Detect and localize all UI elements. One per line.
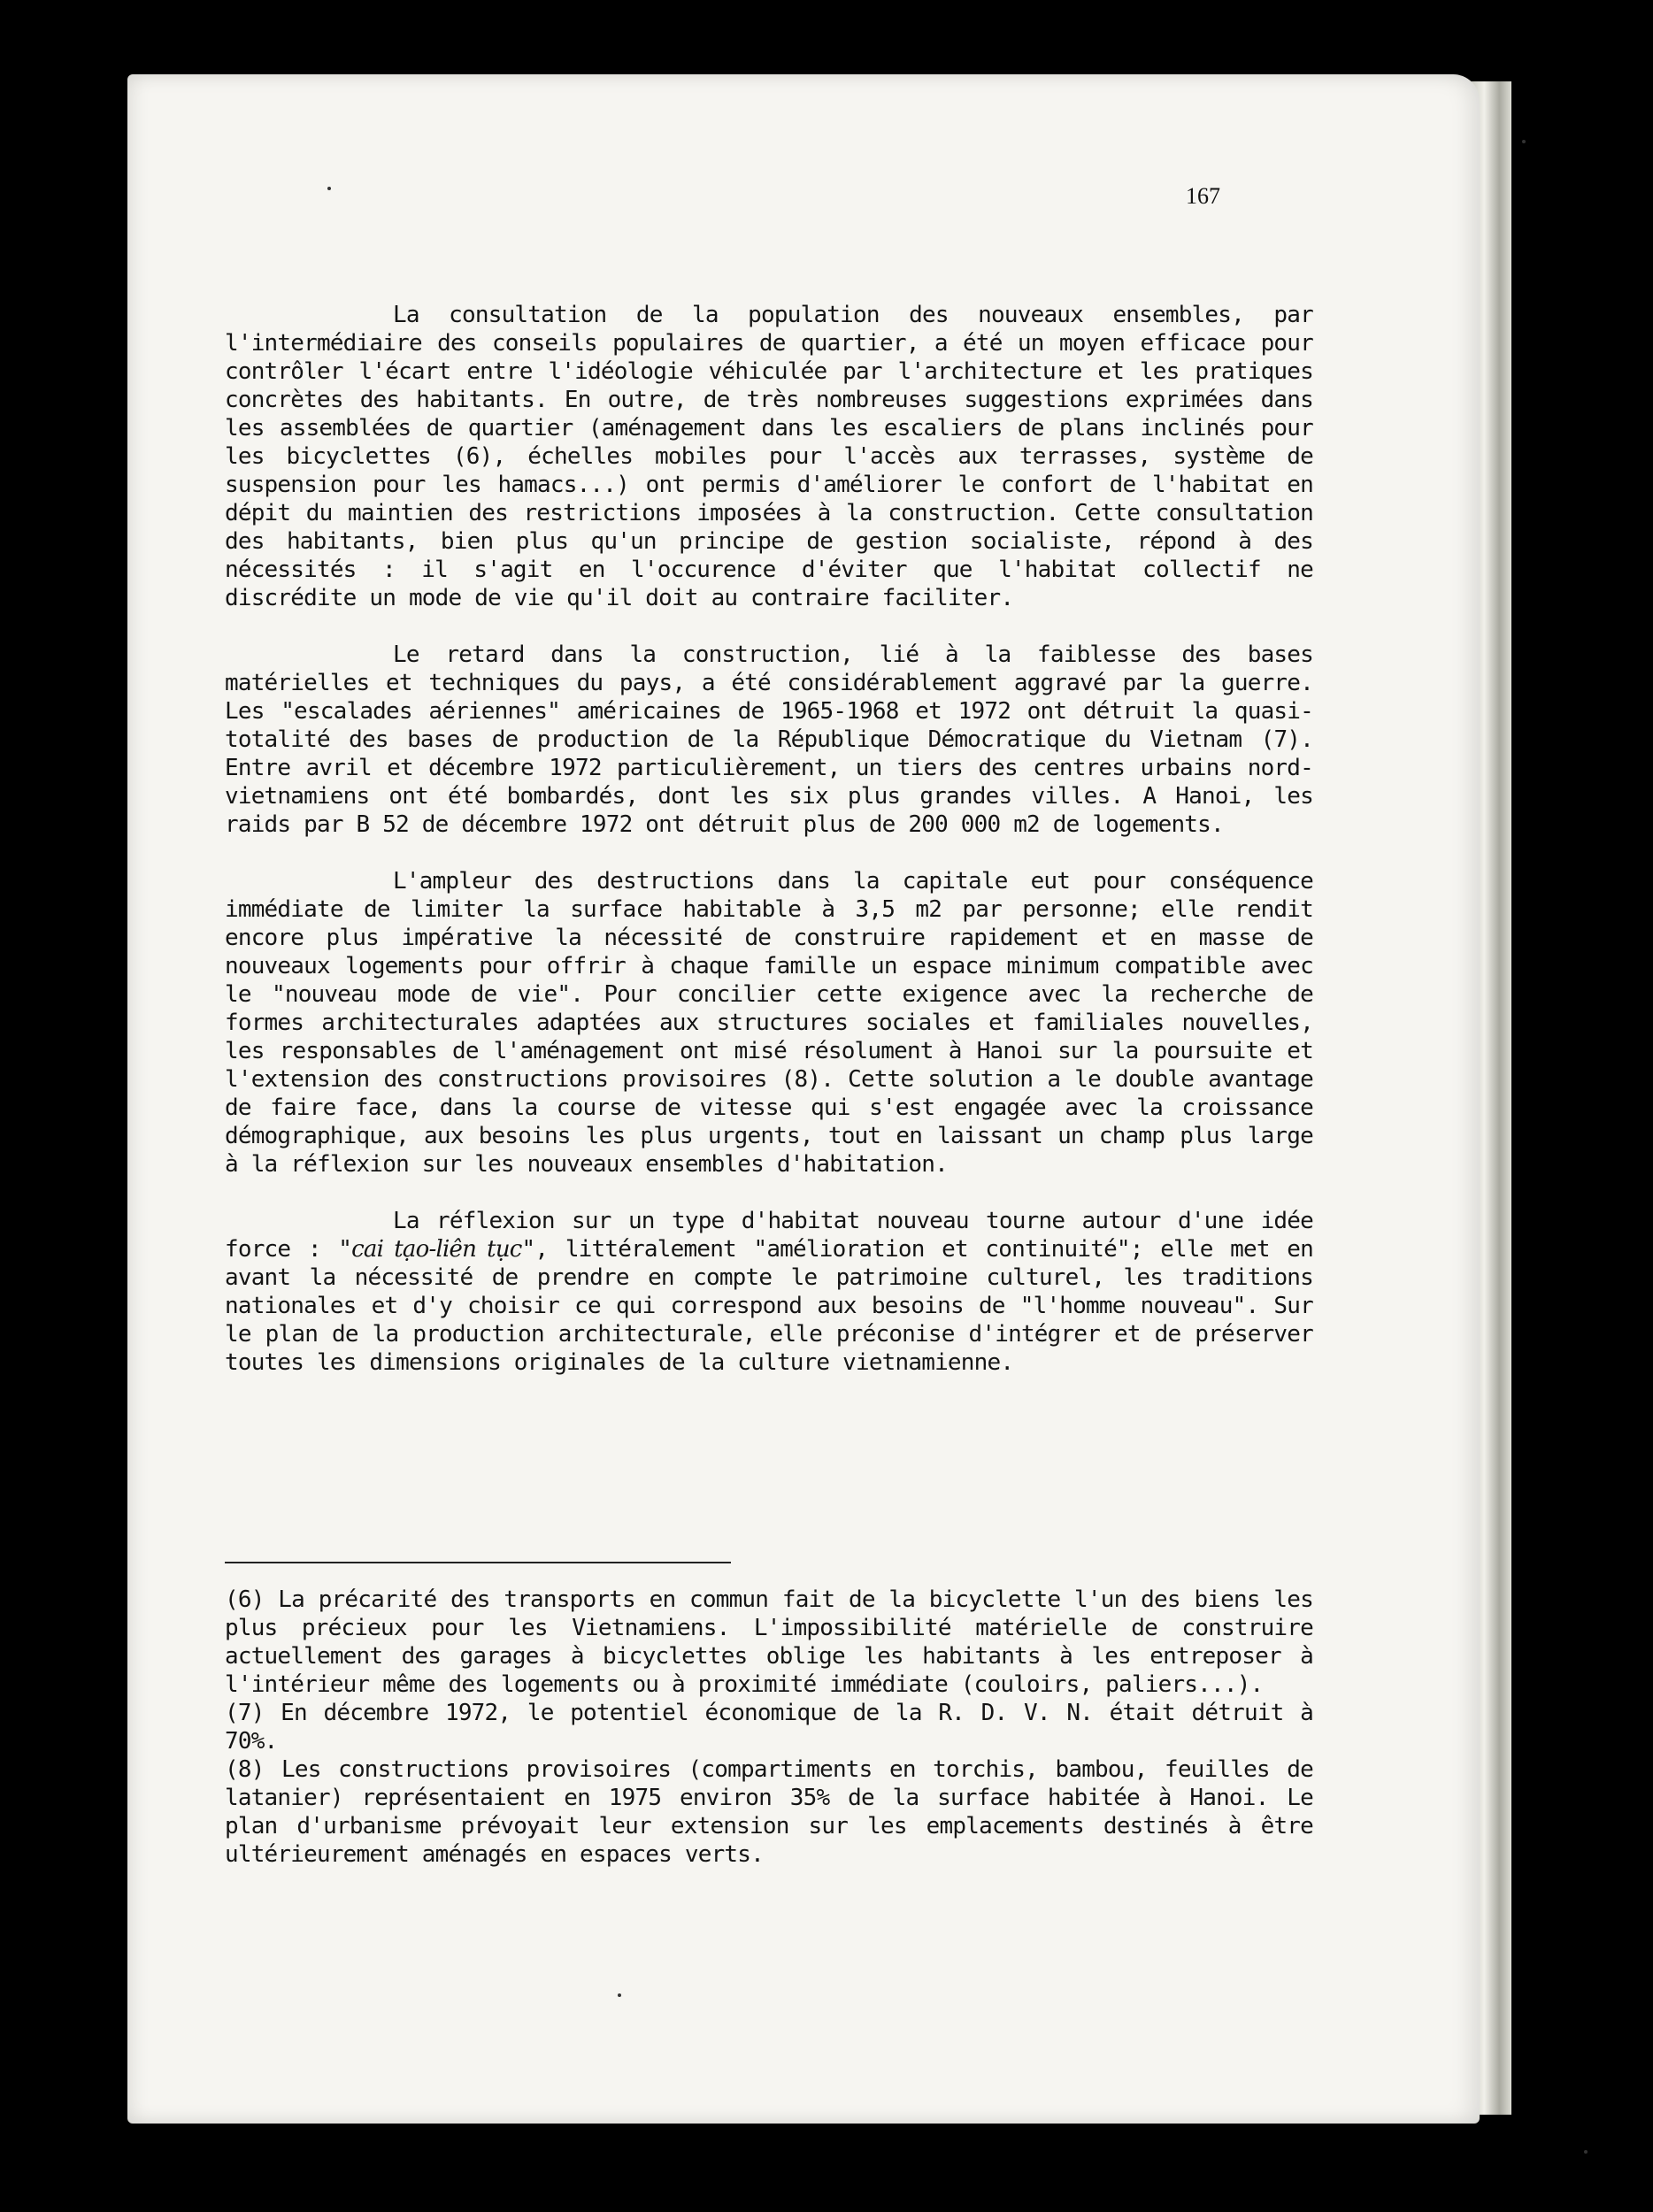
paragraph-consultation: La consultation de la population des nouveaux ensembles, par l'intermédiaire des conseils populaires de quartier, a été un moyen efficace pour contrôler l'écart entre l'idéologie véhiculée par l'architecture et les pratiques concrètes des habitants. En outre, de très nombreuses suggestions exprimées dans les assemblées de quartier (aménagement dans les escaliers de plans inclinés pour les bicyclettes (6), échelles mobiles pour l'accès aux terrasses, système de suspension pour les hamacs...) ont permis d'améliorer le confort de l'habitat en dépit du maintien des restrictions imposées à la construction. Cette consultation des habitants, bien plus qu'un principe de gestion socialiste, répond à des nécessités : il s'agit en l'occurence d'éviter que l'habitat collectif ne discrédite un mode de vie qu'il doit au contraire faciliter. [225, 302, 1313, 611]
footnote-7: (7) En décembre 1972, le potentiel économique de la R. D. V. N. était détruit à 70%. [225, 1700, 1313, 1755]
footnotes [225, 1586, 1313, 1869]
paragraph-reflection-start: La réflexion sur un type d'habitat nouveau tourne autour d'une idée force : " [225, 1208, 1313, 1263]
paragraph-reflection [225, 1207, 1313, 1377]
paragraph-construction-delay: Le retard dans la construction, lié à la faiblesse des bases matérielles et techniques du pays, a été considérablement aggravé par la guerre. Les "escalades aériennes" américaines de 1965-1968 et 1972 ont détruit la quasi-totalité des bases de production de la République Démocratique du Vietnam (7). Entre avril et décembre 1972 particulièrement, un tiers des centres urbains nord-vietnamiens ont été bombardés, dont les six plus grandes villes. A Hanoi, les raids par B 52 de décembre 1972 ont détruit plus de 200 000 m2 de logements. [225, 641, 1313, 838]
footnote-6: (6) La précarité des transports en commun fait de la bicyclette l'un des biens les plus précieux pour les Vietnamiens. L'impossibilité matérielle de construire actuellement des garages à bicyclettes oblige les habitants à les entreposer à l'intérieur même des logements ou à proximité immédiate (couloirs, paliers...). [225, 1586, 1313, 1698]
page-number: 167 [1186, 183, 1220, 209]
main-text [225, 301, 1313, 1405]
footnote-8: (8) Les constructions provisoires (compartiments en torchis, bambou, feuilles de latanier) représentaient en 1975 environ 35% de la surface habitée à Hanoi. Le plan d'urbanisme prévoyait leur extension sur les emplacements destinés à être ultérieurement aménagés en espaces verts. [225, 1756, 1313, 1868]
paper-speck [618, 1993, 621, 1997]
background-speck [1584, 2150, 1588, 2154]
paragraph-destructions: L'ampleur des destructions dans la capitale eut pour conséquence immédiate de limiter la surface habitable à 3,5 m2 par personne; elle rendit encore plus impérative la nécessité de construire rapidement et en masse de nouveaux logements pour offrir à chaque famille un espace minimum compatible avec le "nouveau mode de vie". Pour concilier cette exigence avec la recherche de formes architecturales adaptées aux structures sociales et familiales nouvelles, les responsables de l'aménagement ont misé résolument à Hanoi sur la poursuite et l'extension des constructions provisoires (8). Cette solution a le double avantage de faire face, dans la course de vitesse qui s'est engagée avec la croissance démographique, aux besoins les plus urgents, tout en laissant un champ plus large à la réflexion sur les nouveaux ensembles d'habitation. [225, 868, 1313, 1178]
paper-speck [327, 187, 331, 190]
footnote-separator [225, 1562, 731, 1563]
vietnamese-term: cai tạo-liên tục [351, 1236, 522, 1263]
background-speck [1522, 140, 1526, 143]
paragraph-reflection-end: ", littéralement "amélioration et continuité"; elle met en avant la nécessité de prendre en compte le patrimoine culturel, les traditions nationales et d'y choisir ce qui correspond aux besoins de "l'homme nouveau". Sur le plan de la production architecturale, elle préconise d'intégrer et de préserver toutes les dimensions originales de la culture vietnamienne. [225, 1236, 1314, 1376]
